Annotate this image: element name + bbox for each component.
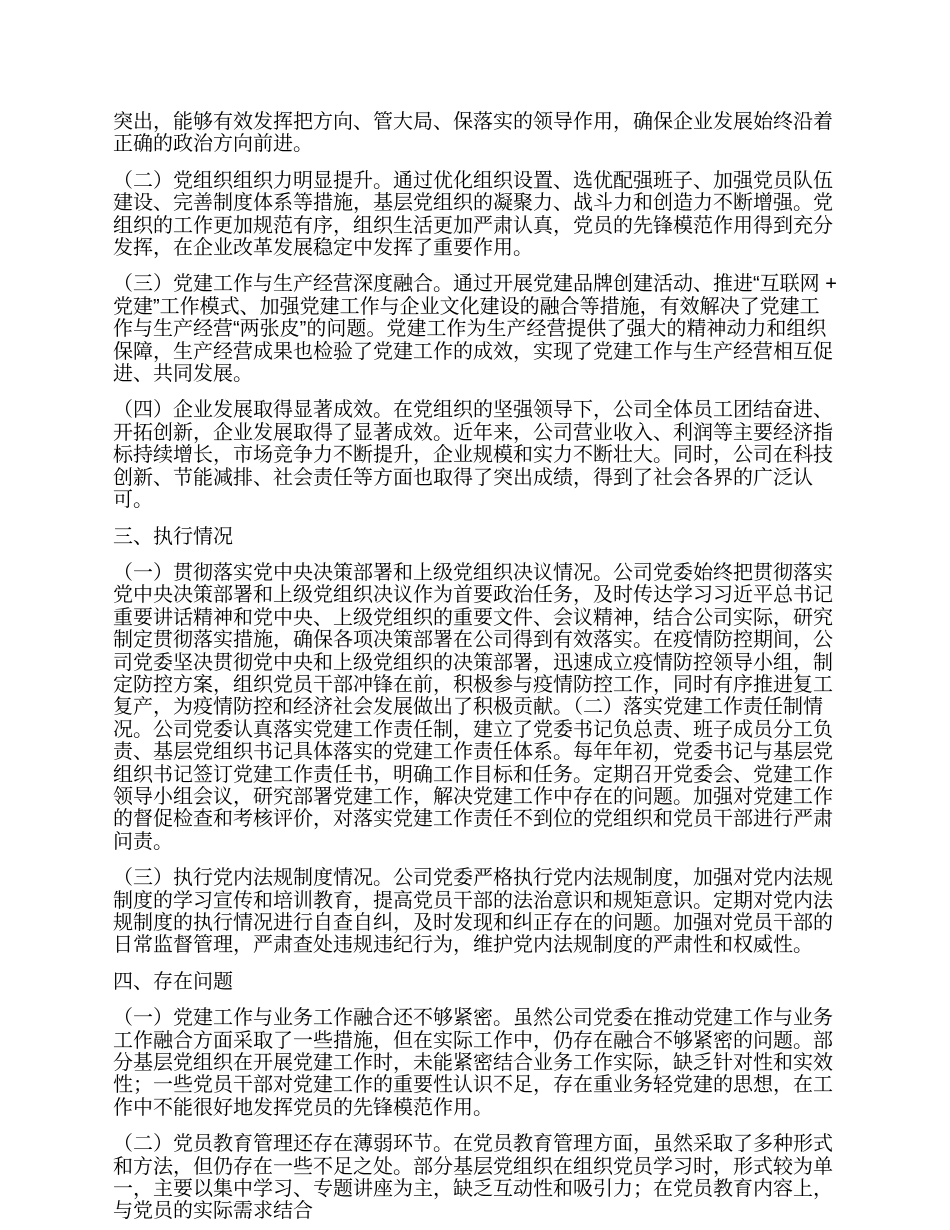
body-paragraph: 突出，能够有效发挥把方向、管大局、保落实的领导作用，确保企业发展始终沿着正确的政治方向前进。 <box>113 111 833 156</box>
document-content <box>113 111 837 1230</box>
body-paragraph: （一）党建工作与业务工作融合还不够紧密。虽然公司党委在推动党建工作与业务工作融合方面采取了一些措施，但在实际工作中，仍存在融合不够紧密的问题。部分基层党组织在开展党建工作时，未能紧密结合业务工作实际，缺乏针对性和实效性；一些党员干部对党建工作的重要性认识不足，存在重业务轻党建的思想，在工作中不能很好地发挥党员的先锋模范作用。 <box>113 1007 833 1119</box>
section-heading: 三、执行情况 <box>113 525 233 548</box>
body-paragraph: （一）贯彻落实党中央决策部署和上级党组织决议情况。公司党委始终把贯彻落实党中央决策部署和上级党组织决议作为首要政治任务，及时传达学习习近平总书记重要讲话精神和党中央、上级党组织的重要文件、会议精神，结合公司实际，研究制定贯彻落实措施，确保各项决策部署在公司得到有效落实。在疫情防控期间，公司党委坚决贯彻党中央和上级党组织的决策部署，迅速成立疫情防控领导小组，制定防控方案，组织党员干部冲锋在前，积极参与疫情防控工作，同时有序推进复工复产，为疫情防控和经济社会发展做出了积极贡献。（二）落实党建工作责任制情况。公司党委认真落实党建工作责任制，建立了党委书记负总责、班子成员分工负责、基层党组织书记具体落实的党建工作责任体系。每年年初，党委书记与基层党组织书记签订党建工作责任书，明确工作目标和任务。定期召开党委会、党建工作领导小组会议，研究部署党建工作，解决党建工作中存在的问题。加强对党建工作的督促检查和考核评价，对落实党建工作责任不到位的党组织和党员干部进行严肃问责。 <box>113 561 833 853</box>
body-paragraph: （四）企业发展取得显著成效。在党组织的坚强领导下，公司全体员工团结奋进、开拓创新，企业发展取得了显著成效。近年来，公司营业收入、利润等主要经济指标持续增长，市场竞争力不断提升，企业规模和实力不断壮大。同时，公司在科技创新、节能减排、社会责任等方面也取得了突出成绩，得到了社会各界的广泛认可。 <box>113 399 833 512</box>
body-paragraph: （三）执行党内法规制度情况。公司党委严格执行党内法规制度，加强对党内法规制度的学习宣传和培训教育，提高党员干部的法治意识和规矩意识。定期对党内法规制度的执行情况进行自查自纠，及时发现和纠正存在的问题。加强对党员干部的日常监督管理，严肃查处违规违纪行为，维护党内法规制度的严肃性和权威性。 <box>113 867 833 957</box>
body-paragraph: （二）党员教育管理还存在薄弱环节。在党员教育管理方面，虽然采取了多种形式和方法，但仍存在一些不足之处。部分基层党组织在组织党员学习时，形式较为单一，主要以集中学习、专题讲座为主，缺乏互动性和吸引力；在党员教育内容上，与党员的实际需求结合 <box>113 1133 833 1223</box>
body-paragraph: （三）党建工作与生产经营深度融合。通过开展党建品牌创建活动、推进“互联网 + 党建”工作模式、加强党建工作与企业文化建设的融合等措施，有效解决了党建工作与生产经营“两张皮”的问题。党建工作为生产经营提供了强大的精神动力和组织保障，生产经营成果也检验了党建工作的成效，实现了党建工作与生产经营相互促进、共同发展。 <box>113 273 837 386</box>
body-paragraph: （二）党组织组织力明显提升。通过优化组织设置、选优配强班子、加强党员队伍建设、完善制度体系等措施，基层党组织的凝聚力、战斗力和创造力不断增强。党组织的工作更加规范有序，组织生活更加严肃认真，党员的先锋模范作用得到充分发挥，在企业改革发展稳定中发挥了重要作用。 <box>113 169 833 260</box>
section-heading: 四、存在问题 <box>113 970 233 993</box>
